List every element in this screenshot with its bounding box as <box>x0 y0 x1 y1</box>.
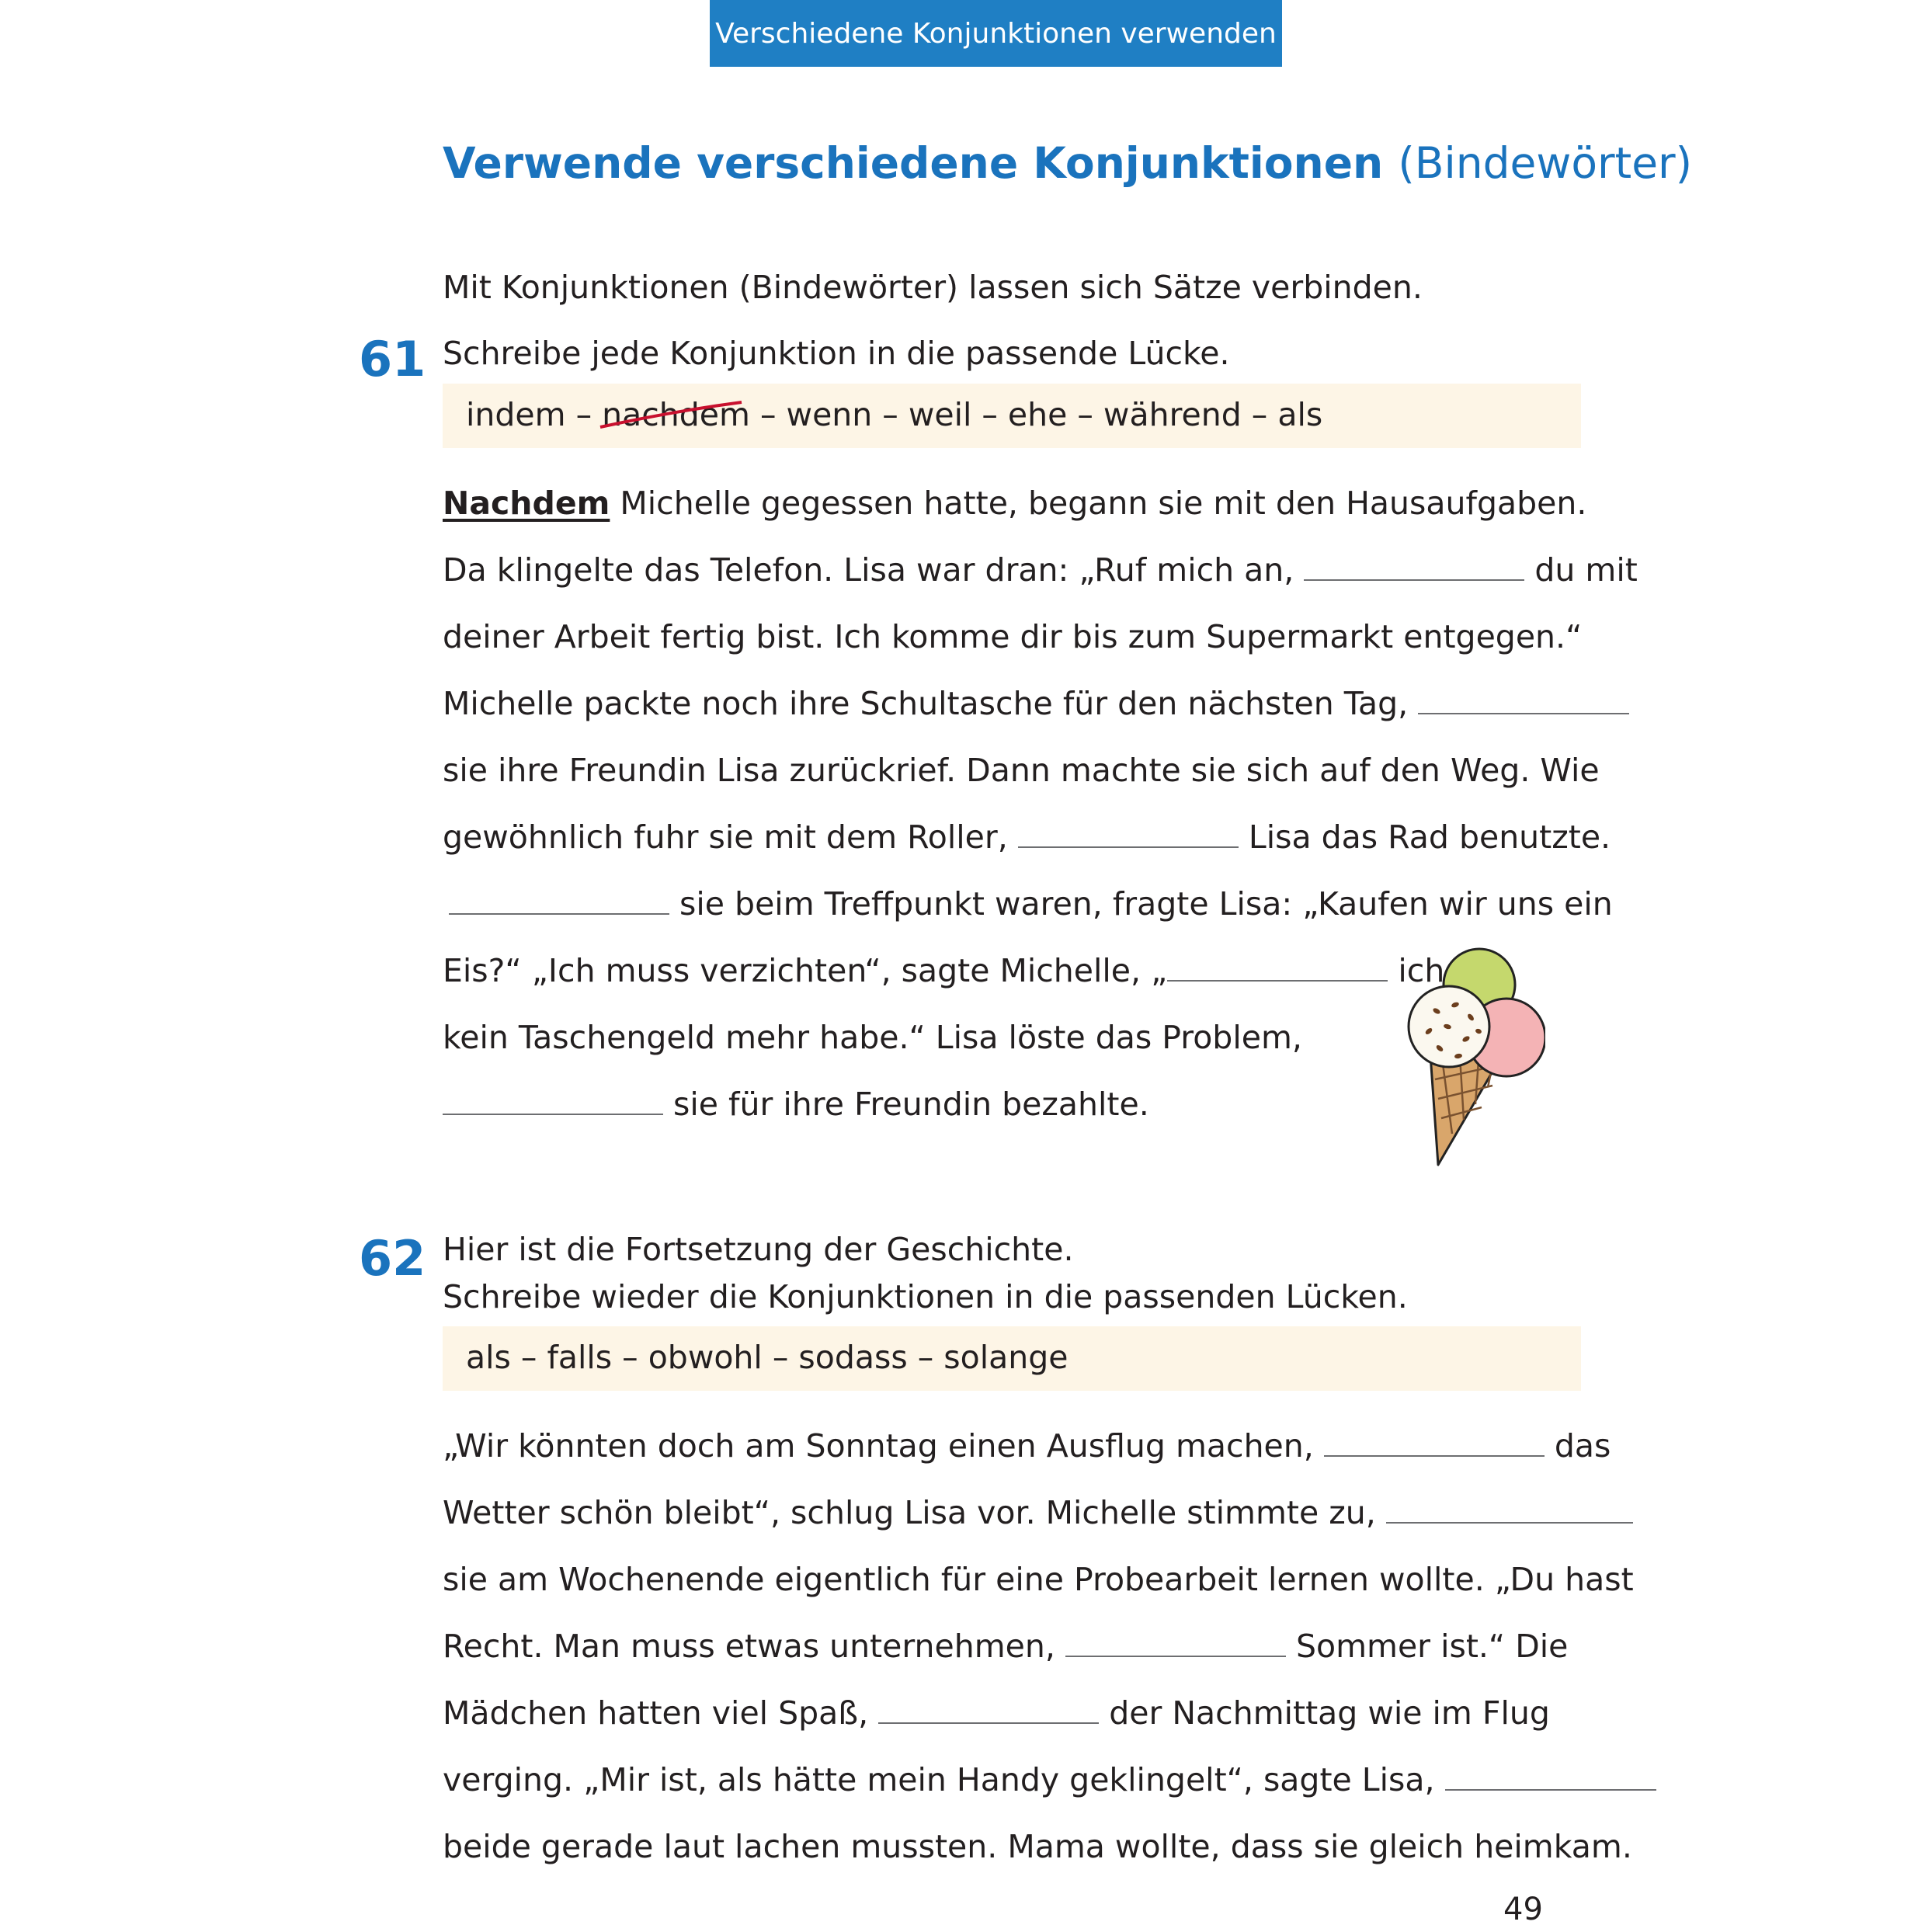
task-61-word-list <box>466 393 1322 436</box>
answer-gap-2[interactable] <box>1418 682 1629 714</box>
line-text: Recht. Man muss etwas unternehmen, <box>443 1628 1055 1665</box>
line-text: sie beim Treffpunkt waren, fragte Lisa: „Kaufen wir uns ein <box>679 885 1613 923</box>
line-text: Lisa das Rad benutzte. <box>1248 818 1611 856</box>
answer-gap-3[interactable] <box>1018 815 1239 848</box>
ice-cream-cone-icon <box>1398 940 1545 1173</box>
page-title-suffix: (Bindewörter) <box>1398 138 1693 188</box>
answer-gap-6[interactable] <box>443 1082 663 1115</box>
page-title-main: Verwende verschiedene Konjunktionen <box>443 138 1384 188</box>
intro-text: Mit Konjunktionen (Bindewörter) lassen sich Sätze verbinden. <box>443 269 1423 306</box>
answer-gap-10[interactable] <box>878 1691 1099 1724</box>
task-61-line-9: kein Taschengeld mehr habe.“ Lisa löste das Problem, <box>443 1019 1302 1056</box>
line-text: Sommer ist.“ Die <box>1295 1628 1569 1665</box>
task-61-word-box <box>443 384 1581 448</box>
line-text: du mit <box>1534 551 1638 589</box>
task-62-instruction-2: Schreibe wieder die Konjunktionen in die passenden Lücken. <box>443 1278 1408 1315</box>
line-text: „Wir könnten doch am Sonntag einen Ausflug machen, <box>443 1427 1314 1465</box>
line-text: Michelle gegessen hatte, begann sie mit den Hausaufgaben. <box>620 485 1587 522</box>
struck-word-text: nachdem <box>602 396 750 433</box>
task-62-instruction-1: Hier ist die Fortsetzung der Geschichte. <box>443 1231 1074 1268</box>
struck-word <box>602 393 750 436</box>
example-answer: Nachdem <box>443 485 610 522</box>
task-61-line-10 <box>443 1082 1149 1126</box>
task-61-line-3: deiner Arbeit fertig bist. Ich komme dir bis zum Supermarkt entgegen.“ <box>443 618 1583 655</box>
line-text: verging. „Mir ist, als hätte mein Handy geklingelt“, sagte Lisa, <box>443 1761 1435 1798</box>
answer-gap-7[interactable] <box>1324 1424 1545 1457</box>
task-62-line-4 <box>443 1624 1568 1668</box>
line-text: Eis?“ „Ich muss verzichten“, sagte Michelle, „ <box>443 952 1168 989</box>
task-61-line-6 <box>443 815 1611 859</box>
page-title <box>443 138 1692 188</box>
section-tab-label: Verschiedene Konjunktionen verwenden <box>715 17 1277 50</box>
task-61-line-2 <box>443 548 1638 592</box>
section-tab <box>710 0 1282 67</box>
line-text: der Nachmittag wie im Flug <box>1109 1694 1550 1732</box>
answer-gap-4[interactable] <box>449 882 669 915</box>
task-62-line-2 <box>443 1491 1633 1534</box>
task-61-line-4 <box>443 682 1629 725</box>
line-text: gewöhnlich fuhr sie mit dem Roller, <box>443 818 1008 856</box>
task-62-word-list: als – falls – obwohl – sodass – solange <box>466 1339 1069 1376</box>
word-list-start: indem – <box>466 396 603 433</box>
page-number: 49 <box>1503 1892 1543 1927</box>
answer-gap-9[interactable] <box>1065 1624 1286 1657</box>
task-62-line-1 <box>443 1424 1611 1468</box>
word-list-end: – wenn – weil – ehe – während – als <box>749 396 1323 433</box>
task-62-line-7: beide gerade laut lachen mussten. Mama wollte, dass sie gleich heimkam. <box>443 1828 1632 1865</box>
task-62-line-3: sie am Wochenende eigentlich für eine Probearbeit lernen wollte. „Du hast <box>443 1561 1634 1598</box>
line-text: das <box>1554 1427 1611 1465</box>
line-text: Wetter schön bleibt“, schlug Lisa vor. Michelle stimmte zu, <box>443 1494 1376 1531</box>
task-62-line-5 <box>443 1691 1550 1735</box>
line-text: ich <box>1398 952 1445 989</box>
line-text: Da klingelte das Telefon. Lisa war dran: „Ruf mich an, <box>443 551 1294 589</box>
answer-gap-1[interactable] <box>1304 548 1524 581</box>
answer-gap-5[interactable] <box>1167 949 1388 982</box>
task-61-line-5: sie ihre Freundin Lisa zurückrief. Dann machte sie sich auf den Weg. Wie <box>443 752 1600 789</box>
task-62-line-6 <box>443 1758 1656 1802</box>
answer-gap-11[interactable] <box>1445 1758 1656 1791</box>
task-61-number: 61 <box>359 331 426 387</box>
task-61-line-8 <box>443 949 1444 992</box>
task-61-instruction: Schreibe jede Konjunktion in die passende Lücke. <box>443 335 1230 372</box>
line-text: Michelle packte noch ihre Schultasche für den nächsten Tag, <box>443 685 1409 722</box>
task-61-line-7 <box>443 882 1613 926</box>
line-text: sie für ihre Freundin bezahlte. <box>673 1086 1149 1123</box>
task-62-word-box <box>443 1326 1581 1391</box>
strike-mark <box>597 401 745 432</box>
line-text: Mädchen hatten viel Spaß, <box>443 1694 869 1732</box>
task-61-line-1 <box>443 481 1586 525</box>
answer-gap-8[interactable] <box>1386 1491 1633 1524</box>
task-62-number: 62 <box>359 1230 426 1287</box>
